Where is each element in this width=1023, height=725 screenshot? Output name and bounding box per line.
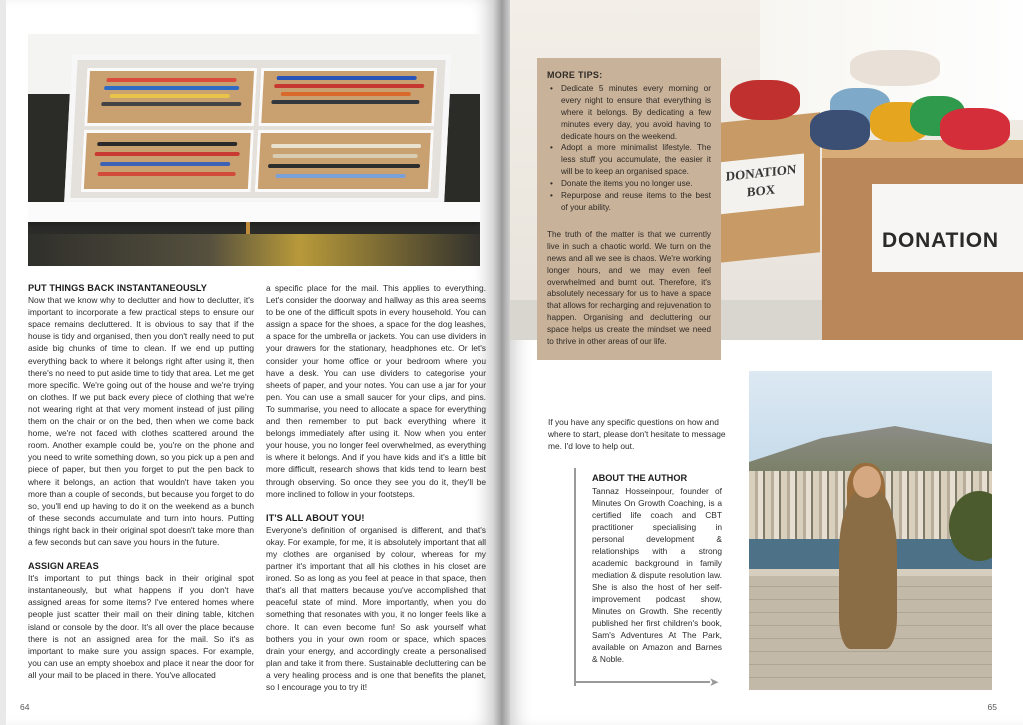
author-portrait-photo xyxy=(749,371,992,690)
section-heading-all-about-you: IT'S ALL ABOUT YOU! xyxy=(266,512,365,523)
section-paragraph-assign-areas: It's important to put things back in their original spot instantaneously, but what happens if you don't have assigned areas for some items? I've entered homes where people just scatter their mail on their dining table, kitchen island or console by the door. It's all over the place because there is not an assigned area for the mail. So it's as important to make sure you assign spaces. For example, you can use an empty shoebox and place it near the door for all your mail to be placed in there. You've allocated xyxy=(28,573,254,680)
page-number-left: 64 xyxy=(20,702,30,712)
book-gutter xyxy=(494,0,510,725)
author-bio: Tannaz Hosseinpour, founder of Minutes On Growth Coaching, is a certified life coach and CBT practitioner specialising in personal development & relationships with a strong academic background in family mediation & dispute resolution law. She is also the host of her self-improvement podcast show, Minutes on Growth. She recently published her first children's book, Sam's Adventures At The Park, available on Amazon and Barnes & Noble. xyxy=(592,486,722,664)
text-column-1 xyxy=(28,282,254,681)
contact-paragraph: If you have any specific questions on how and where to start, please don't hesitate to message me. I'd love to help out. xyxy=(548,417,726,451)
right-page xyxy=(510,0,1023,725)
tip-item: • Repurpose and reuse items to the best of your ability. xyxy=(547,190,711,214)
tip-item: • Adopt a more minimalist lifestyle. The less stuff you accumulate, the easier it will be to keep an organised space. xyxy=(547,142,711,178)
more-tips-title: MORE TIPS: xyxy=(547,70,603,80)
donation-box-back-label: DONATION BOX xyxy=(718,153,804,214)
text-column-2 xyxy=(266,282,486,693)
page-number-right: 65 xyxy=(987,702,997,712)
more-tips-list xyxy=(547,83,711,214)
tip-item: • Dedicate 5 minutes every morning or every night to ensure that everything is where it belongs. By dedicating a few minutes every day, you avoid having to dedicate hours on the weekend. xyxy=(547,83,711,143)
section-paragraph-assign-areas-continued: a specific place for the mail. This applies to everything. Let's consider the doorway and hallway as this area seems to be one of the difficult spots in every household. You can assign a space for the shoes, a space for the dog leashes, a space for the umbrella or jackets. You can use dividers in your drawers for the stationary, headphones etc. Or let's consider your home office or your bedroom where you have a desk. You can use dividers to categorise your sheets of paper, and your notes. You can use a jar for your pen. You can use a small saucer for your clips, and pins. To summarise, you need to allocate a space for everything and then remember to put back everything where it belongs immediately after using it. Now when you enter your house, you no longer feel overwhelmed, as everything is where it belongs. And if you have kids and it's a little bit more difficult, research shows that kids tend to learn best through observing. So once they see you do it, they'll be more inclined to follow in your footsteps. xyxy=(266,283,486,499)
drawer-photo xyxy=(28,34,480,266)
donation-box-front-label: DONATION xyxy=(872,184,1023,272)
truth-of-the-matter-paragraph: The truth of the matter is that we currently live in such a chaotic world. We turn on the news and all we see is chaos. We're working longer hours, and we may even feel overwhelmed and burnt out. Therefore, it's absolutely necessary for us to have a space that allows for recharging and rejuvenation to happen. Organising and decluttering our space helps us create the mindset we need to thrive in other areas of our life. xyxy=(547,229,711,347)
section-heading-put-things-back: PUT THINGS BACK INSTANTANEOUSLY xyxy=(28,283,208,293)
tip-item: • Donate the items you no longer use. xyxy=(547,178,711,190)
section-paragraph-put-things-back: Now that we know why to declutter and how to declutter, it's important to incorporate a few practical steps to ensure our space remains decluttered. It is obvious to say that if the house is tidy and organised, then you don't really need to put aside big chunks of time to clean. If we end up putting everything back to where it belongs right after using it, then there's no need to put aside time to tidy that area. Let me get more specific. We're going out of the house and we're trying on clothes. If we put back every piece of clothing that we're not wearing right at that very moment instead of just piling them on the chair or on the bed, then when we come back home, we're not faced with clothes scattered around the room. Another example could be, you're on the phone and you need to write something down, so you pick up a pen and piece of paper, but then you forget to put the pen back to where it belongs, an action that wouldn't have taken you more than a couple of seconds, but because you forget to do so, you'll end up having to do it on the weekend as a bunch of these seconds accumulate and turn into hours. Putting things right back in their original spot doesn't take more than a few seconds but can save you hours in the future. xyxy=(28,295,254,547)
arrow-right-icon: ➤ xyxy=(709,675,720,689)
author-arrow-line xyxy=(574,681,710,683)
about-the-author-heading: ABOUT THE AUTHOR xyxy=(592,473,688,483)
more-tips-panel xyxy=(537,58,721,360)
section-paragraph-all-about-you: Everyone's definition of organised is different, and that's okay. For example, for me, it is absolutely important that all my clothes are organised by colour, whereas for my partner it's important that all his clothes in his closet are ironed. So as long as you feel at peace in that space, then that's all that matters because you've accomplished that peaceful state of mind. More importantly, when you do something that resonates with you, it no longer feels like a chore. It can even become fun! So ask yourself what bothers you in your own room or space, which spaces drain your energy, and accordingly create a personalised plan and take it from there. Sustainable decluttering can be a very healing process and is one that benefits the planet, so I encourage you to try it! xyxy=(266,524,486,692)
section-heading-assign-areas: ASSIGN AREAS xyxy=(28,561,99,572)
left-page xyxy=(6,0,494,725)
